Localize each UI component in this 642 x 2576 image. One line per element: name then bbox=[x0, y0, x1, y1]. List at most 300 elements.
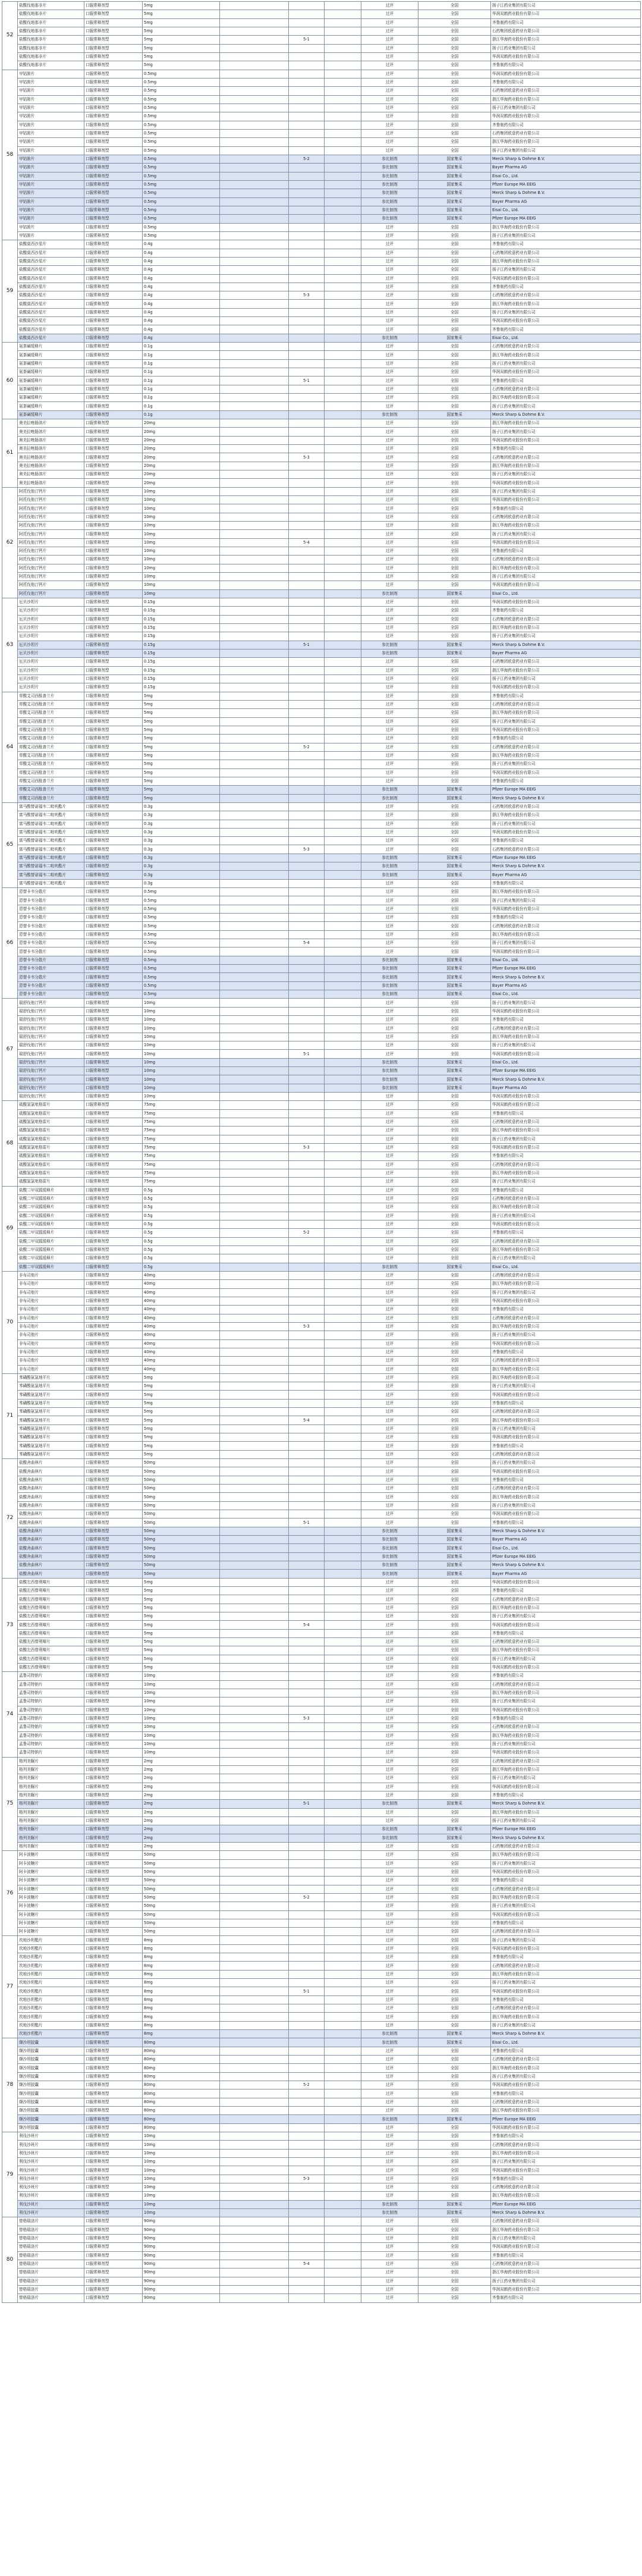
manufacturer-cell: 华润双鹤药业股份有限公司 bbox=[491, 1868, 641, 1876]
blank-cell bbox=[220, 1229, 289, 1237]
class-cell bbox=[289, 487, 325, 495]
purchase-cell: 全国 bbox=[418, 999, 491, 1007]
manufacturer-cell: 华润双鹤药业股份有限公司 bbox=[491, 436, 641, 444]
drug-name-cell: 阿卡波糖片 bbox=[18, 1919, 84, 1927]
blank-cell bbox=[220, 1689, 289, 1697]
blank-cell bbox=[220, 410, 289, 419]
attribute-cell: 过评 bbox=[361, 726, 418, 734]
class-cell bbox=[289, 103, 325, 112]
drug-name-cell: 甲钴胺片 bbox=[18, 103, 84, 112]
table-row bbox=[2, 1109, 641, 1118]
blank-cell bbox=[220, 317, 289, 325]
class-cell bbox=[289, 1007, 325, 1015]
purchase-cell: 国家集采 bbox=[418, 965, 491, 973]
dosage-form-cell: 口服常释剂型 bbox=[84, 1075, 143, 1084]
manufacturer-cell: 华润双鹤药业股份有限公司 bbox=[491, 1749, 641, 1757]
manufacturer-cell: 浙江华海药业股份有限公司 bbox=[491, 888, 641, 896]
blank-cell bbox=[220, 1135, 289, 1143]
attribute-cell: 过评 bbox=[361, 351, 418, 359]
purchase-cell: 国家集采 bbox=[418, 990, 491, 999]
class-cell bbox=[289, 726, 325, 734]
strength-cell: 8mg bbox=[143, 1987, 220, 1995]
class-cell bbox=[289, 2072, 325, 2081]
class-cell bbox=[289, 2038, 325, 2047]
table-row bbox=[2, 1331, 641, 1339]
purchase-cell: 全国 bbox=[418, 1604, 491, 1612]
blank-cell bbox=[325, 581, 361, 589]
class-cell bbox=[289, 1672, 325, 1680]
drug-name-cell: 富马酸替诺福韦二吡呋酯片 bbox=[18, 862, 84, 871]
table-row bbox=[2, 2200, 641, 2208]
class-cell bbox=[289, 1425, 325, 1433]
strength-cell: 20mg bbox=[143, 428, 220, 436]
blank-cell bbox=[325, 1339, 361, 1348]
strength-cell: 5mg bbox=[143, 1391, 220, 1399]
blank-cell bbox=[220, 794, 289, 802]
strength-cell: 0.5mg bbox=[143, 956, 220, 964]
manufacturer-cell: 齐鲁制药有限公司 bbox=[491, 121, 641, 129]
strength-cell: 50mg bbox=[143, 1893, 220, 1902]
drug-name-cell: 硫酸氢氯吡格雷片 bbox=[18, 1178, 84, 1186]
attribute-cell: 过评 bbox=[361, 1629, 418, 1637]
strength-cell: 50mg bbox=[143, 1851, 220, 1859]
dosage-form-cell: 口服常释剂型 bbox=[84, 1808, 143, 1816]
blank-cell bbox=[220, 1160, 289, 1169]
blank-cell bbox=[220, 1928, 289, 1936]
class-cell bbox=[289, 44, 325, 52]
strength-cell: 5mg bbox=[143, 1416, 220, 1425]
strength-cell: 5mg bbox=[143, 61, 220, 70]
table-row bbox=[2, 351, 641, 359]
class-cell bbox=[289, 1663, 325, 1671]
drug-name-cell: 厄贝沙坦片 bbox=[18, 607, 84, 615]
drug-name-cell: 格列美脲片 bbox=[18, 1842, 84, 1850]
manufacturer-cell: 华润双鹤药业股份有限公司 bbox=[491, 905, 641, 913]
table-row bbox=[2, 343, 641, 351]
strength-cell: 10mg bbox=[143, 1749, 220, 1757]
dosage-form-cell: 口服常释剂型 bbox=[84, 52, 143, 61]
strength-cell: 2mg bbox=[143, 1791, 220, 1799]
blank-cell bbox=[325, 862, 361, 871]
manufacturer-cell: 浙江华海药业股份有限公司 bbox=[491, 1851, 641, 1859]
strength-cell: 0.1g bbox=[143, 343, 220, 351]
attribute-cell: 过评 bbox=[361, 564, 418, 572]
blank-cell bbox=[220, 1791, 289, 1799]
dosage-form-cell: 口服常释剂型 bbox=[84, 2115, 143, 2123]
dosage-form-cell: 口服常释剂型 bbox=[84, 1706, 143, 1714]
purchase-cell: 国家集采 bbox=[418, 1263, 491, 1271]
purchase-cell: 全国 bbox=[418, 1408, 491, 1416]
manufacturer-cell: 浙江华海药业股份有限公司 bbox=[491, 1765, 641, 1774]
drug-name-cell: 盐酸莫西沙星片 bbox=[18, 334, 84, 342]
table-row bbox=[2, 129, 641, 137]
table-row bbox=[2, 1288, 641, 1297]
blank-cell bbox=[220, 18, 289, 27]
drug-name-cell: 瑞舒伐他汀钙片 bbox=[18, 1050, 84, 1058]
attribute-cell: 过评 bbox=[361, 547, 418, 556]
manufacturer-cell: 扬子江药业集团有限公司 bbox=[491, 1331, 641, 1339]
attribute-cell: 过评 bbox=[361, 1476, 418, 1484]
strength-cell: 80mg bbox=[143, 2072, 220, 2081]
manufacturer-cell: 石药集团欧意药业有限公司 bbox=[491, 1160, 641, 1169]
drug-name-cell: 盐酸伐地那非片 bbox=[18, 36, 84, 44]
drug-name-cell: 阿托伐他汀钙片 bbox=[18, 556, 84, 564]
manufacturer-cell: Bayer Pharma AG bbox=[491, 981, 641, 990]
blank-cell bbox=[220, 180, 289, 189]
class-cell bbox=[289, 1160, 325, 1169]
blank-cell bbox=[220, 2098, 289, 2106]
attribute-cell: 过评 bbox=[361, 777, 418, 785]
purchase-cell: 全国 bbox=[418, 1016, 491, 1024]
dosage-form-cell: 口服常释剂型 bbox=[84, 1842, 143, 1850]
manufacturer-cell: 浙江华海药业股份有限公司 bbox=[491, 138, 641, 146]
strength-cell: 80mg bbox=[143, 2107, 220, 2115]
strength-cell: 0.5g bbox=[143, 1194, 220, 1203]
drug-name-cell: 盐酸舍曲林片 bbox=[18, 1510, 84, 1518]
blank-cell bbox=[220, 947, 289, 956]
blank-cell bbox=[220, 189, 289, 197]
strength-cell: 8mg bbox=[143, 1995, 220, 2004]
strength-cell: 10mg bbox=[143, 1723, 220, 1731]
drug-name-cell: 硫酸氢氯吡格雷片 bbox=[18, 1143, 84, 1151]
purchase-cell: 全国 bbox=[418, 78, 491, 86]
class-cell bbox=[289, 649, 325, 657]
dosage-form-cell: 口服常释剂型 bbox=[84, 1962, 143, 1970]
purchase-cell: 全国 bbox=[418, 1339, 491, 1348]
blank-cell bbox=[325, 615, 361, 623]
blank-cell bbox=[325, 266, 361, 274]
blank-cell bbox=[325, 1816, 361, 1825]
table-row bbox=[2, 692, 641, 700]
blank-cell bbox=[220, 496, 289, 504]
blank-cell bbox=[220, 802, 289, 811]
table-row bbox=[2, 1254, 641, 1263]
table-row bbox=[2, 1680, 641, 1689]
drug-name-cell: 厄贝沙坦片 bbox=[18, 683, 84, 692]
purchase-cell: 全国 bbox=[418, 445, 491, 453]
manufacturer-cell: 浙江华海药业股份有限公司 bbox=[491, 36, 641, 44]
purchase-cell: 全国 bbox=[418, 27, 491, 35]
strength-cell: 75mg bbox=[143, 1178, 220, 1186]
drug-name-cell: 阿托伐他汀钙片 bbox=[18, 504, 84, 513]
blank-cell bbox=[325, 2081, 361, 2089]
class-cell: 5-2 bbox=[289, 1229, 325, 1237]
dosage-form-cell: 口服常释剂型 bbox=[84, 1877, 143, 1885]
dosage-form-cell: 口服常释剂型 bbox=[84, 572, 143, 581]
attribute-cell: 过评 bbox=[361, 2285, 418, 2293]
drug-name-cell: 氨茶碱缓释片 bbox=[18, 368, 84, 376]
drug-name-cell: 格列美脲片 bbox=[18, 1757, 84, 1765]
table-row bbox=[2, 1979, 641, 1987]
strength-cell: 5mg bbox=[143, 1646, 220, 1655]
drug-name-cell: 阿托伐他汀钙片 bbox=[18, 522, 84, 530]
strength-cell: 0.5mg bbox=[143, 947, 220, 956]
manufacturer-cell: 浙江华海药业股份有限公司 bbox=[491, 1373, 641, 1382]
attribute-cell: 过评 bbox=[361, 1306, 418, 1314]
manufacturer-cell: 齐鲁制药有限公司 bbox=[491, 2175, 641, 2183]
manufacturer-cell: 齐鲁制药有限公司 bbox=[491, 692, 641, 700]
blank-cell bbox=[325, 1254, 361, 1263]
manufacturer-cell: 扬子江药业集团有限公司 bbox=[491, 2277, 641, 2285]
purchase-cell: 全国 bbox=[418, 556, 491, 564]
strength-cell: 0.5g bbox=[143, 1263, 220, 1271]
dosage-form-cell: 口服常释剂型 bbox=[84, 146, 143, 155]
manufacturer-cell: 齐鲁制药有限公司 bbox=[491, 2294, 641, 2302]
blank-cell bbox=[220, 2, 289, 10]
dosage-form-cell: 口服常释剂型 bbox=[84, 428, 143, 436]
blank-cell bbox=[220, 547, 289, 556]
table-row bbox=[2, 2004, 641, 2013]
purchase-cell: 全国 bbox=[418, 1271, 491, 1279]
blank-cell bbox=[325, 274, 361, 283]
blank-cell bbox=[325, 453, 361, 462]
manufacturer-cell: Eisai Co., Ltd. bbox=[491, 990, 641, 999]
purchase-cell: 国家集采 bbox=[418, 871, 491, 879]
manufacturer-cell: Pfizer Europe MA EEIG bbox=[491, 1825, 641, 1834]
dosage-form-cell: 口服常释剂型 bbox=[84, 1288, 143, 1297]
table-row bbox=[2, 18, 641, 27]
blank-cell bbox=[325, 419, 361, 428]
attribute-cell: 参比制剂 bbox=[361, 2200, 418, 2208]
drug-name-cell: 瑞舒伐他汀钙片 bbox=[18, 1016, 84, 1024]
blank-cell bbox=[325, 786, 361, 794]
manufacturer-cell: 华润双鹤药业股份有限公司 bbox=[491, 1297, 641, 1305]
drug-name-cell: 硫酸氢氯吡格雷片 bbox=[18, 1160, 84, 1169]
manufacturer-cell: 浙江华海药业股份有限公司 bbox=[491, 2013, 641, 2021]
attribute-cell: 参比制剂 bbox=[361, 164, 418, 172]
purchase-cell: 国家集采 bbox=[418, 2115, 491, 2123]
class-cell bbox=[289, 2, 325, 10]
attribute-cell: 参比制剂 bbox=[361, 1561, 418, 1570]
strength-cell: 0.15g bbox=[143, 649, 220, 657]
blank-cell bbox=[325, 513, 361, 521]
table-row bbox=[2, 44, 641, 52]
table-row bbox=[2, 930, 641, 939]
blank-cell bbox=[220, 2192, 289, 2200]
blank-cell bbox=[220, 922, 289, 930]
blank-cell bbox=[220, 538, 289, 547]
blank-cell bbox=[325, 317, 361, 325]
strength-cell: 8mg bbox=[143, 1953, 220, 1962]
class-cell bbox=[289, 1816, 325, 1825]
dosage-form-cell: 口服常释剂型 bbox=[84, 888, 143, 896]
blank-cell bbox=[325, 1084, 361, 1092]
purchase-cell: 全国 bbox=[418, 2141, 491, 2149]
blank-cell bbox=[325, 768, 361, 777]
blank-cell bbox=[325, 623, 361, 632]
class-cell bbox=[289, 2243, 325, 2251]
table-row bbox=[2, 1536, 641, 1544]
purchase-cell: 全国 bbox=[418, 1450, 491, 1458]
purchase-cell: 全国 bbox=[418, 470, 491, 479]
blank-cell bbox=[325, 112, 361, 121]
blank-cell bbox=[325, 1885, 361, 1893]
strength-cell: 75mg bbox=[143, 1160, 220, 1169]
blank-cell bbox=[220, 2285, 289, 2293]
manufacturer-cell: 华润双鹤药业股份有限公司 bbox=[491, 1433, 641, 1442]
class-cell bbox=[289, 777, 325, 785]
class-cell bbox=[289, 1791, 325, 1799]
blank-cell bbox=[325, 2089, 361, 2098]
manufacturer-cell: Merck Sharp & Dohme B.V. bbox=[491, 794, 641, 802]
blank-cell bbox=[325, 632, 361, 641]
class-cell: 5-2 bbox=[289, 2081, 325, 2089]
strength-cell: 5mg bbox=[143, 36, 220, 44]
blank-cell bbox=[325, 2004, 361, 2013]
blank-cell bbox=[325, 496, 361, 504]
group-number: 77 bbox=[2, 1936, 18, 2038]
purchase-cell: 全国 bbox=[418, 1135, 491, 1143]
manufacturer-cell: 齐鲁制药有限公司 bbox=[491, 376, 641, 385]
dosage-form-cell: 口服常释剂型 bbox=[84, 470, 143, 479]
strength-cell: 5mg bbox=[143, 760, 220, 768]
manufacturer-cell: 齐鲁制药有限公司 bbox=[491, 1152, 641, 1160]
drug-name-cell: 硫酸氢氯吡格雷片 bbox=[18, 1135, 84, 1143]
strength-cell: 10mg bbox=[143, 1689, 220, 1697]
drug-name-cell: 利伐沙班片 bbox=[18, 2149, 84, 2157]
dosage-form-cell: 口服常释剂型 bbox=[84, 1510, 143, 1518]
drug-name-cell: 阿托伐他汀钙片 bbox=[18, 547, 84, 556]
blank-cell bbox=[220, 2072, 289, 2081]
blank-cell bbox=[220, 215, 289, 223]
drug-name-cell: 阿托伐他汀钙片 bbox=[18, 530, 84, 538]
blank-cell bbox=[220, 394, 289, 402]
dosage-form-cell: 口服常释剂型 bbox=[84, 1774, 143, 1783]
strength-cell: 40mg bbox=[143, 1339, 220, 1348]
class-cell bbox=[289, 1357, 325, 1365]
table-row bbox=[2, 223, 641, 231]
purchase-cell: 全国 bbox=[418, 760, 491, 768]
class-cell: 5-3 bbox=[289, 845, 325, 854]
table-row bbox=[2, 922, 641, 930]
table-row bbox=[2, 1621, 641, 1629]
manufacturer-cell: 齐鲁制药有限公司 bbox=[491, 914, 641, 922]
attribute-cell: 参比制剂 bbox=[361, 1075, 418, 1084]
drug-name-cell: 阿托伐他汀钙片 bbox=[18, 487, 84, 495]
attribute-cell: 过评 bbox=[361, 1391, 418, 1399]
drug-name-cell: 瑞舒伐他汀钙片 bbox=[18, 1067, 84, 1075]
blank-cell bbox=[325, 1373, 361, 1382]
manufacturer-cell: 齐鲁制药有限公司 bbox=[491, 1587, 641, 1595]
strength-cell: 0.5g bbox=[143, 1186, 220, 1194]
drug-name-cell: 孟鲁司特钠片 bbox=[18, 1723, 84, 1731]
class-cell bbox=[289, 905, 325, 913]
class-cell bbox=[289, 1280, 325, 1288]
purchase-cell: 全国 bbox=[418, 103, 491, 112]
drug-name-cell: 坎地沙坦酯片 bbox=[18, 1979, 84, 1987]
strength-cell: 0.1g bbox=[143, 402, 220, 410]
drug-name-cell: 阿卡波糖片 bbox=[18, 1877, 84, 1885]
attribute-cell: 过评 bbox=[361, 1680, 418, 1689]
attribute-cell: 过评 bbox=[361, 368, 418, 376]
dosage-form-cell: 口服常释剂型 bbox=[84, 257, 143, 265]
drug-name-cell: 瑞舒伐他汀钙片 bbox=[18, 1041, 84, 1050]
strength-cell: 40mg bbox=[143, 1280, 220, 1288]
table-row bbox=[2, 1698, 641, 1706]
class-cell bbox=[289, 1093, 325, 1101]
blank-cell bbox=[220, 121, 289, 129]
table-row bbox=[2, 538, 641, 547]
blank-cell bbox=[220, 1979, 289, 1987]
purchase-cell: 全国 bbox=[418, 317, 491, 325]
dosage-form-cell: 口服常释剂型 bbox=[84, 2072, 143, 2081]
manufacturer-cell: 齐鲁制药有限公司 bbox=[491, 879, 641, 887]
dosage-form-cell: 口服常释剂型 bbox=[84, 547, 143, 556]
manufacturer-cell: 扬子江药业集团有限公司 bbox=[491, 1212, 641, 1220]
drug-name-cell: 恩替卡韦分散片 bbox=[18, 939, 84, 947]
dosage-form-cell: 口服常释剂型 bbox=[84, 623, 143, 632]
table-row bbox=[2, 1842, 641, 1850]
drug-name-cell: 盐酸左西替利嗪片 bbox=[18, 1646, 84, 1655]
blank-cell bbox=[220, 2260, 289, 2268]
drug-name-cell: 苯磺酸氨氯地平片 bbox=[18, 1382, 84, 1391]
class-cell bbox=[289, 1910, 325, 1919]
class-cell bbox=[289, 172, 325, 180]
manufacturer-cell: Eisai Co., Ltd. bbox=[491, 206, 641, 214]
purchase-cell: 全国 bbox=[418, 674, 491, 683]
purchase-cell: 全国 bbox=[418, 52, 491, 61]
class-cell bbox=[289, 1902, 325, 1910]
purchase-cell: 全国 bbox=[418, 820, 491, 828]
blank-cell bbox=[325, 240, 361, 249]
manufacturer-cell: Merck Sharp & Dohme B.V. bbox=[491, 641, 641, 649]
table-row bbox=[2, 2149, 641, 2157]
blank-cell bbox=[325, 1357, 361, 1365]
drug-name-cell: 替格瑞洛片 bbox=[18, 2294, 84, 2302]
class-cell bbox=[289, 257, 325, 265]
attribute-cell: 过评 bbox=[361, 1791, 418, 1799]
dosage-form-cell: 口服常释剂型 bbox=[84, 1442, 143, 1450]
strength-cell: 10mg bbox=[143, 504, 220, 513]
blank-cell bbox=[325, 981, 361, 990]
manufacturer-cell: 浙江华海药业股份有限公司 bbox=[491, 1203, 641, 1212]
attribute-cell: 过评 bbox=[361, 2021, 418, 2029]
strength-cell: 5mg bbox=[143, 1612, 220, 1621]
purchase-cell: 全国 bbox=[418, 1518, 491, 1527]
purchase-cell: 全国 bbox=[418, 1024, 491, 1033]
class-cell bbox=[289, 1433, 325, 1442]
manufacturer-cell: 石药集团欧意药业有限公司 bbox=[491, 845, 641, 854]
manufacturer-cell: 齐鲁制药有限公司 bbox=[491, 1953, 641, 1962]
blank-cell bbox=[325, 1834, 361, 1842]
class-cell bbox=[289, 2098, 325, 2106]
blank-cell bbox=[220, 641, 289, 649]
attribute-cell: 过评 bbox=[361, 2047, 418, 2055]
drug-name-cell: 非布司他片 bbox=[18, 1297, 84, 1305]
strength-cell: 80mg bbox=[143, 2047, 220, 2055]
blank-cell bbox=[220, 376, 289, 385]
purchase-cell: 全国 bbox=[418, 1731, 491, 1740]
drug-name-cell: 硫酸氢氯吡格雷片 bbox=[18, 1118, 84, 1126]
attribute-cell: 参比制剂 bbox=[361, 871, 418, 879]
manufacturer-cell: 扬子江药业集团有限公司 bbox=[491, 939, 641, 947]
manufacturer-cell: 扬子江药业集团有限公司 bbox=[491, 266, 641, 274]
blank-cell bbox=[220, 462, 289, 470]
manufacturer-cell: 浙江华海药业股份有限公司 bbox=[491, 1416, 641, 1425]
table-row bbox=[2, 462, 641, 470]
manufacturer-cell: 华润双鹤药业股份有限公司 bbox=[491, 1706, 641, 1714]
strength-cell: 10mg bbox=[143, 2200, 220, 2208]
manufacturer-cell: 华润双鹤药业股份有限公司 bbox=[491, 479, 641, 487]
manufacturer-cell: 扬子江药业集团有限公司 bbox=[491, 530, 641, 538]
blank-cell bbox=[325, 845, 361, 854]
dosage-form-cell: 口服常释剂型 bbox=[84, 2038, 143, 2047]
purchase-cell: 全国 bbox=[418, 1245, 491, 1254]
blank-cell bbox=[325, 385, 361, 393]
manufacturer-cell: 浙江华海药业股份有限公司 bbox=[491, 1127, 641, 1135]
manufacturer-cell: 扬子江药业集团有限公司 bbox=[491, 402, 641, 410]
manufacturer-cell: Merck Sharp & Dohme B.V. bbox=[491, 410, 641, 419]
